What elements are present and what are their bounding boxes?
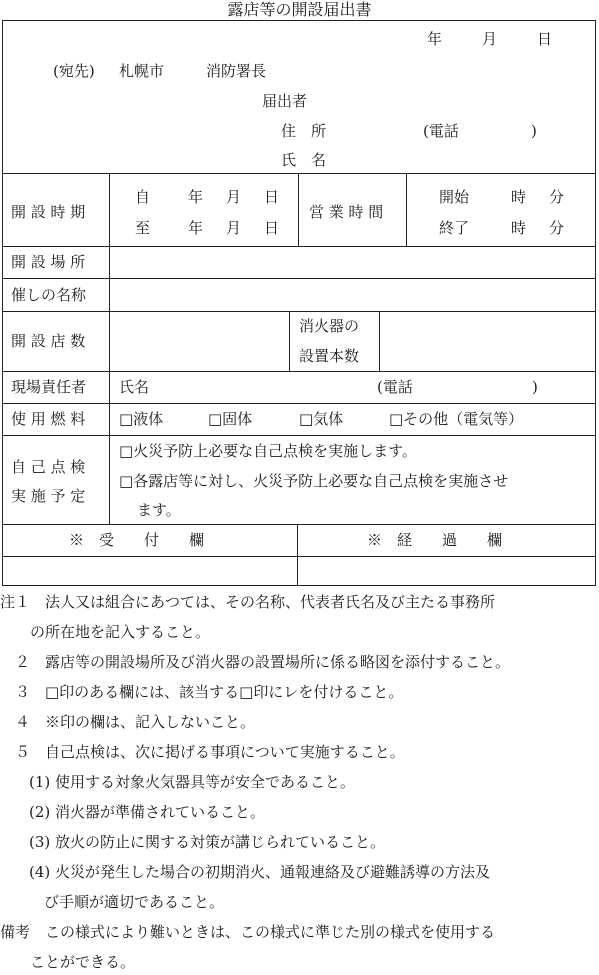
extinguisher-label-line2: 設置本数 <box>299 347 360 365</box>
row-divider <box>3 311 595 312</box>
note-line: ことができる。 <box>0 953 136 971</box>
hours-start-minute: 分 <box>549 188 565 206</box>
reception-column-label: ※ 受 付 欄 <box>69 531 205 549</box>
date-month: 月 <box>482 30 498 48</box>
row-divider <box>3 371 595 372</box>
hours-start-hour: 時 <box>511 188 527 206</box>
fuel-option-other[interactable]: □その他（電気等） <box>389 410 524 428</box>
period-to-year: 年 <box>188 219 204 237</box>
hours-end-label: 終了 <box>439 219 470 237</box>
note-line: び手順が適切であること。 <box>14 893 225 911</box>
addressee-prefix: (宛先) <box>53 62 95 80</box>
note-line: 注１ 法人又は組合にあつては、その名称、代表者氏名及び主たる事務所 <box>0 593 496 611</box>
column-divider <box>109 173 110 524</box>
address-label: 住 所 <box>281 122 327 140</box>
hours-end-hour: 時 <box>511 219 527 237</box>
fuel-label: 使 用 燃 料 <box>11 410 86 428</box>
date-year: 年 <box>427 30 443 48</box>
row-divider <box>3 173 595 174</box>
manager-phone-close: ) <box>532 378 538 396</box>
notifier-label: 届出者 <box>262 92 308 110</box>
note-line: (2) 消火器が準備されていること。 <box>14 803 266 821</box>
addressee-city: 札幌市 <box>119 62 165 80</box>
period-from-month: 月 <box>226 188 242 206</box>
name-label: 氏 名 <box>281 151 327 169</box>
fuel-option-solid[interactable]: □固体 <box>208 410 253 428</box>
period-to-label: 至 <box>135 219 151 237</box>
extinguisher-label-line1: 消火器の <box>299 317 360 335</box>
self-inspection-label-line1: 自 己 点 検 <box>11 458 86 476</box>
note-line: (3) 放火の防止に関する対策が講じられていること。 <box>14 833 386 851</box>
row-divider <box>3 524 595 525</box>
row-divider <box>3 278 595 279</box>
note-line: (4) 火災が発生した場合の初期消火、通報連絡及び避難誘導の方法及 <box>14 863 491 881</box>
period-label: 開 設 時 期 <box>11 203 86 221</box>
store-count-label: 開 設 店 数 <box>11 332 86 350</box>
note-line: 備考 この様式により難いときは、この様式に準じた別の様式を使用する <box>0 923 496 941</box>
column-divider <box>379 311 380 371</box>
column-divider <box>298 173 299 246</box>
row-divider <box>3 435 595 436</box>
row-divider <box>3 246 595 247</box>
note-line: (1) 使用する対象火気器具等が安全であること。 <box>14 773 356 791</box>
notification-form <box>2 20 596 586</box>
period-to-day: 日 <box>264 219 280 237</box>
column-divider <box>406 173 407 246</box>
manager-phone-label: (電話 <box>377 378 413 396</box>
phone-close: ) <box>531 122 537 140</box>
business-hours-label: 営 業 時 間 <box>309 203 384 221</box>
manager-name-label: 氏名 <box>119 378 150 396</box>
row-divider <box>3 556 595 557</box>
date-day: 日 <box>537 30 553 48</box>
fuel-option-liquid[interactable]: □液体 <box>119 410 164 428</box>
column-divider <box>289 311 290 371</box>
period-from-day: 日 <box>264 188 280 206</box>
self-inspection-option2-line2: ます。 <box>137 501 181 519</box>
self-inspection-option1[interactable]: □火災予防上必要な自己点検を実施します。 <box>119 442 417 460</box>
phone-label: (電話 <box>423 122 459 140</box>
event-name-label: 催しの名称 <box>11 286 87 304</box>
fuel-option-gas[interactable]: □気体 <box>299 410 344 428</box>
addressee-title: 消防署長 <box>206 62 267 80</box>
note-line: ３ □印のある欄には、該当する□印にレを付けること。 <box>0 683 404 701</box>
hours-end-minute: 分 <box>549 219 565 237</box>
period-from-year: 年 <box>188 188 204 206</box>
note-line: の所在地を記入すること。 <box>0 623 211 641</box>
period-from-label: 自 <box>135 188 151 206</box>
self-inspection-label-line2: 実 施 予 定 <box>11 487 86 505</box>
progress-column-label: ※ 経 過 欄 <box>367 531 503 549</box>
note-line: ４ ※印の欄は、記入しないこと。 <box>0 713 256 731</box>
note-line: ２ 露店等の開設場所及び消火器の設置場所に係る略図を添付すること。 <box>0 653 511 671</box>
hours-start-label: 開始 <box>439 188 470 206</box>
row-divider <box>3 403 595 404</box>
note-line: ５ 自己点検は、次に掲げる事項について実施すること。 <box>0 743 405 761</box>
document-title: 露店等の開設届出書 <box>227 0 372 19</box>
manager-label: 現場責任者 <box>11 378 87 396</box>
self-inspection-option2-line1[interactable]: □各露店等に対し、火災予防上必要な自己点検を実施させ <box>119 472 509 490</box>
column-divider <box>297 524 298 585</box>
period-to-month: 月 <box>226 219 242 237</box>
location-label: 開 設 場 所 <box>11 253 86 271</box>
